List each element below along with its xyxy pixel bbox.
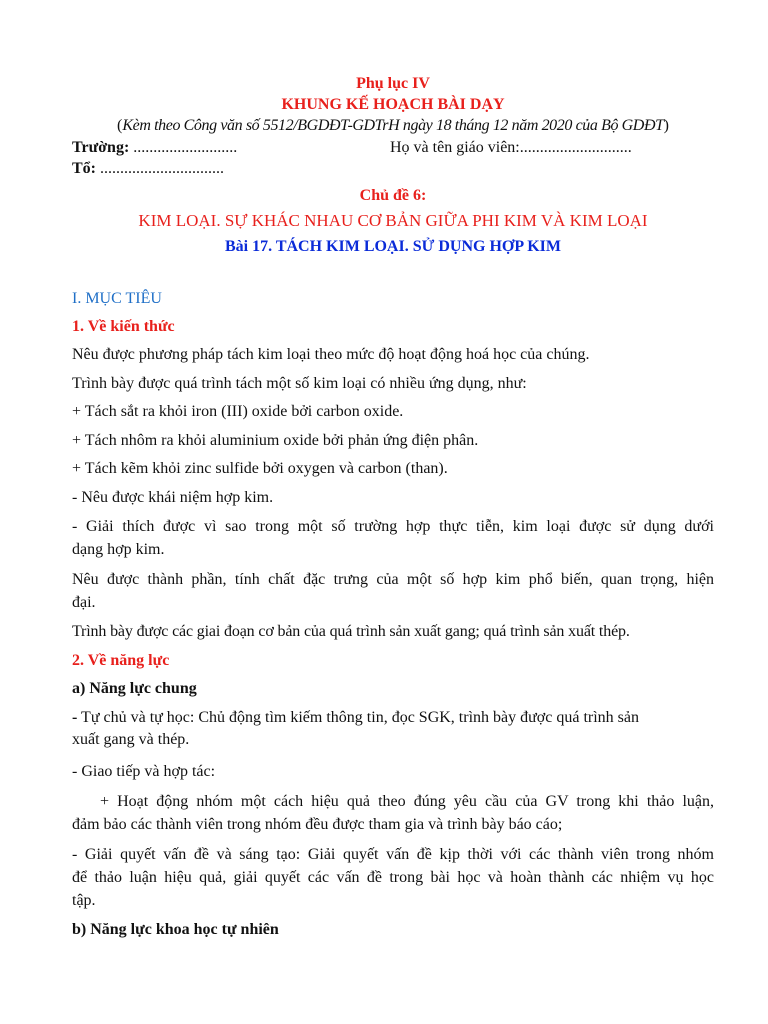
note-text: Kèm theo Công văn số 5512/BGDĐT-GDTrH ngày 18 tháng 12 năm 2020 của Bộ GDĐT bbox=[122, 117, 664, 134]
appendix-label: Phụ lục IV bbox=[356, 75, 430, 92]
competency-item-continuation: xuất gang và thép. bbox=[72, 731, 190, 748]
school-label: Trường: bbox=[72, 139, 130, 156]
competency-item-continuation: để thảo luận hiệu quả, giải quyết các vấn đề trong bài học và hoàn thành các nhiệm vụ học bbox=[72, 869, 714, 886]
group-label: Tổ: bbox=[72, 160, 96, 177]
group-field bbox=[72, 158, 224, 180]
topic-title: KIM LOẠI. SỰ KHÁC NHAU CƠ BẢN GIỮA PHI KIM VÀ KIM LOẠI bbox=[138, 211, 648, 230]
knowledge-item: + Tách nhôm ra khỏi aluminium oxide bởi phản ứng điện phân. bbox=[72, 432, 479, 449]
knowledge-item: + Tách sắt ra khỏi iron (III) oxide bởi carbon oxide. bbox=[72, 403, 404, 420]
knowledge-item-continuation: đại. bbox=[72, 594, 96, 611]
note-open-paren: ( bbox=[117, 117, 123, 134]
competency-item-continuation: tập. bbox=[72, 892, 96, 909]
competency-text: Tự chủ và tự học: Chủ động tìm kiếm thông tin, đọc SGK, trình bày được quá trình sản bbox=[77, 709, 639, 726]
competency-dash: - bbox=[72, 709, 78, 726]
competency-item: - Giải quyết vấn đề và sáng tạo: Giải quyết vấn đề kịp thời với các thành viên trong nhóm bbox=[72, 846, 714, 863]
note-close-paren: ) bbox=[663, 117, 669, 134]
knowledge-item: + Tách kẽm khỏi zinc sulfide bởi oxygen và carbon (than). bbox=[72, 460, 448, 477]
topic-label: Chủ đề 6: bbox=[359, 187, 427, 204]
knowledge-item: Nêu được thành phần, tính chất đặc trưng của một số hợp kim phổ biến, quan trọng, hiện bbox=[72, 571, 714, 588]
competency-item: - Giao tiếp và hợp tác: bbox=[72, 763, 216, 780]
competency-subitem: + Hoạt động nhóm một cách hiệu quả theo đúng yêu cầu của GV trong khi thảo luận, bbox=[100, 793, 714, 810]
document-title: KHUNG KẾ HOẠCH BÀI DẠY bbox=[281, 96, 505, 113]
subsection-heading-competency: 2. Về năng lực bbox=[72, 652, 170, 669]
knowledge-item: Trình bày được quá trình tách một số kim loại có nhiều ứng dụng, như: bbox=[72, 375, 527, 392]
knowledge-item-continuation: dạng hợp kim. bbox=[72, 541, 165, 558]
knowledge-item: Trình bày được các giai đoạn cơ bản của quá trình sản xuất gang; quá trình sản xuất thép. bbox=[72, 623, 630, 640]
lesson-title: Bài 17. TÁCH KIM LOẠI. SỬ DỤNG HỢP KIM bbox=[224, 238, 562, 255]
school-value: .......................... bbox=[129, 139, 238, 156]
section-heading-objectives: I. MỤC TIÊU bbox=[72, 290, 162, 307]
subsection-heading-knowledge: 1. Về kiến thức bbox=[72, 318, 175, 335]
competency-item bbox=[72, 707, 714, 729]
knowledge-item: - Giải thích được vì sao trong một số trường hợp thực tiễn, kim loại được sử dụng dưới bbox=[72, 518, 714, 535]
competency-subitem-continuation: đảm bảo các thành viên trong nhóm đều được tham gia và trình bày báo cáo; bbox=[72, 816, 563, 833]
school-field bbox=[72, 137, 237, 159]
group-value: ............................... bbox=[96, 160, 224, 177]
teacher-field: Họ và tên giáo viên:............................ bbox=[390, 139, 632, 156]
science-competency-heading: b) Năng lực khoa học tự nhiên bbox=[72, 921, 279, 938]
general-competency-heading: a) Năng lực chung bbox=[72, 680, 197, 697]
reference-note bbox=[72, 115, 714, 137]
knowledge-item: Nêu được phương pháp tách kim loại theo mức độ hoạt động hoá học của chúng. bbox=[72, 346, 590, 363]
knowledge-item: - Nêu được khái niệm hợp kim. bbox=[72, 489, 274, 506]
